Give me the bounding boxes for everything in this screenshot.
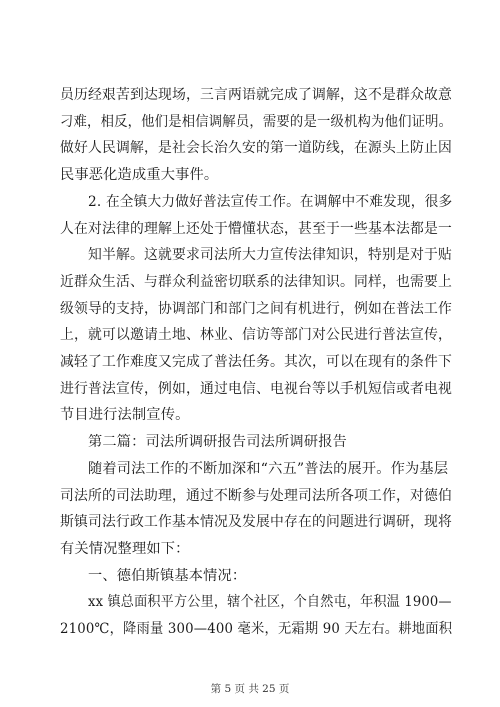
body-text-line: 2100℃，降雨量 300—400 毫米，无霜期 90 天左右。耕地面积 [60,621,453,637]
page-number-footer: 第 5 页 共 25 页 [210,683,290,695]
body-text-line: 2. 在全镇大力做好普法宣传工作。在调解中不难发现，很多 [88,193,453,210]
body-text-line: 斯镇司法行政工作基本情况及发展中存在的问题进行调研，现将 [60,514,452,531]
body-text-line: 员历经艰苦到达现场，三言两语就完成了调解，这不是群众故意 [60,87,452,103]
body-text-line: 民事恶化造成重大事件。 [60,167,219,184]
body-text-line: 上，就可以邀请土地、林业、信访等部门对公民进行普法宣传， [60,327,452,344]
subsection-heading: 一、德伯斯镇基本情况： [88,567,247,584]
body-text-line: 级领导的支持，协调部门和部门之间有机进行，例如在普法工作 [60,300,452,317]
body-text-line: 随着司法工作的不断加深和“六五”普法的展开。作为基层 [88,460,449,477]
body-text-line: 近群众生活、与群众利益密切联系的法律知识。同样，也需要上 [60,273,452,290]
body-text-line: xx 镇总面积平方公里，辖个社区，个自然屯，年积温 1900— [88,594,452,611]
body-text-line: 知半解。这就要求司法所大力宣传法律知识，特别是对于贴 [88,247,452,264]
body-text-line: 司法所的司法助理，通过不断参与处理司法所各项工作，对德伯 [60,487,452,504]
body-text-line: 减轻了工作难度又完成了普法任务。其次，可以在现有的条件下 [60,354,452,370]
body-text-line: 做好人民调解，是社会长治久安的第一道防线，在源头上防止因 [60,140,452,157]
body-text-line: 进行普法宣传，例如，通过电信、电视台等以手机短信或者电视 [60,380,452,397]
body-text-line: 有关情况整理如下： [60,540,190,557]
body-text-line: 刁难，相反，他们是相信调解员，需要的是一级机构为他们证明。 [60,113,453,130]
body-text-line: 人在对法律的理解上还处于懵懂状态，甚至于一些基本法都是一 [60,220,452,237]
body-text-line: 节目进行法制宣传。 [60,407,190,424]
section-heading: 第二篇：司法所调研报告司法所调研报告 [88,434,347,451]
